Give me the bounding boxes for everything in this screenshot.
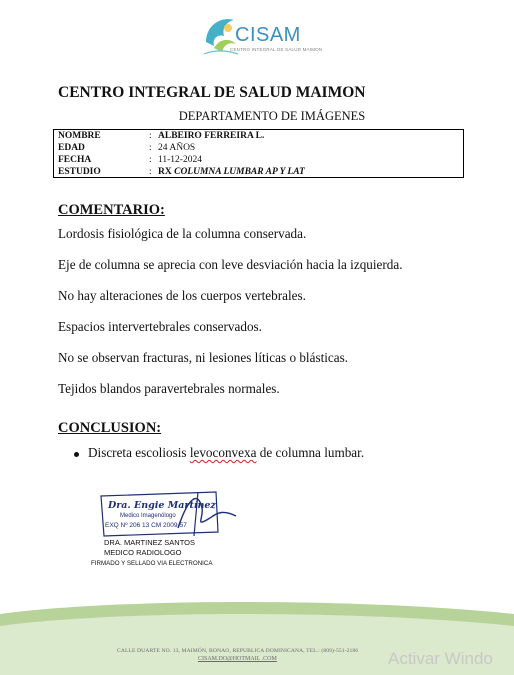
comentario-line: Tejidos blandos paravertebrales normales. — [58, 381, 280, 396]
comentario-heading: COMENTARIO: — [58, 202, 165, 218]
cisam-logo — [200, 14, 330, 58]
logo-wordmark: CISAM — [235, 24, 301, 46]
date-label: FECHA — [58, 155, 92, 165]
stamp-license: EXQ Nº 206 13 CM 2009-57 — [105, 522, 187, 529]
doctor-role: MEDICO RADIOLOGO — [104, 548, 182, 557]
name-row — [58, 131, 458, 142]
activation-watermark: Activar Windo — [388, 649, 493, 668]
name-separator: : — [149, 131, 152, 141]
footer-email[interactable]: CISAM.DO@HOTMAIL .COM — [198, 656, 277, 662]
page-title: CENTRO INTEGRAL DE SALUD MAIMON — [58, 84, 366, 101]
age-row — [58, 143, 458, 154]
conclusion-text-end: de columna lumbar. — [256, 445, 365, 460]
comentario-line: Eje de columna se aprecia con leve desviación hacia la izquierda. — [58, 257, 403, 272]
stamp-doctor-name: Dra. Engie Martínez — [108, 500, 216, 511]
footer-address: CALLE DUARTE NO. 13, MAIMÓN, BONAO, REPUBLICA DOMINICANA, TEL.: (809)-551-2186 — [117, 648, 359, 654]
age-label: EDAD — [58, 143, 85, 153]
department-title: DEPARTAMENTO DE IMÁGENES — [178, 109, 366, 123]
date-value: 11-12-2024 — [158, 155, 202, 165]
study-prefix: RX — [158, 167, 172, 177]
patient-info-box — [53, 129, 464, 178]
conclusion-item — [88, 445, 364, 461]
bullet-icon — [74, 452, 79, 457]
study-label: ESTUDIO — [58, 167, 101, 177]
signature-note: FIRMADO Y SELLADO VIA ELECTRONICA — [91, 560, 213, 567]
comentario-line: No se observan fracturas, ni lesiones líticas o blásticas. — [58, 350, 349, 365]
doctor-name: DRA. MARTINEZ SANTOS — [104, 538, 195, 547]
comentario-line: Lordosis fisiológica de la columna conservada. — [58, 226, 307, 241]
conclusion-text-start: Discreta escoliosis — [88, 445, 190, 460]
study-separator: : — [149, 167, 152, 177]
spellcheck-flagged-word: levoconvexa — [189, 445, 257, 460]
date-separator: : — [149, 155, 152, 165]
name-label: NOMBRE — [58, 131, 101, 141]
age-value: 24 AÑOS — [158, 143, 196, 153]
age-separator: : — [149, 143, 152, 153]
comentario-line: No hay alteraciones de los cuerpos vertebrales. — [58, 288, 306, 303]
date-row — [58, 155, 458, 166]
comentario-line: Espacios intervertebrales conservados. — [58, 319, 262, 334]
study-row — [58, 167, 458, 178]
study-value — [158, 167, 305, 178]
doctor-stamp — [98, 488, 244, 540]
stamp-specialty: Medico Imagenólogo — [120, 513, 176, 519]
logo-tagline: CENTRO INTEGRAL DE SALUD MAIMON — [230, 47, 323, 52]
conclusion-heading: CONCLUSION: — [58, 420, 162, 436]
study-name: COLUMNA LUMBAR AP Y LAT — [174, 167, 305, 177]
name-value: ALBEIRO FERREIRA L. — [158, 131, 265, 141]
